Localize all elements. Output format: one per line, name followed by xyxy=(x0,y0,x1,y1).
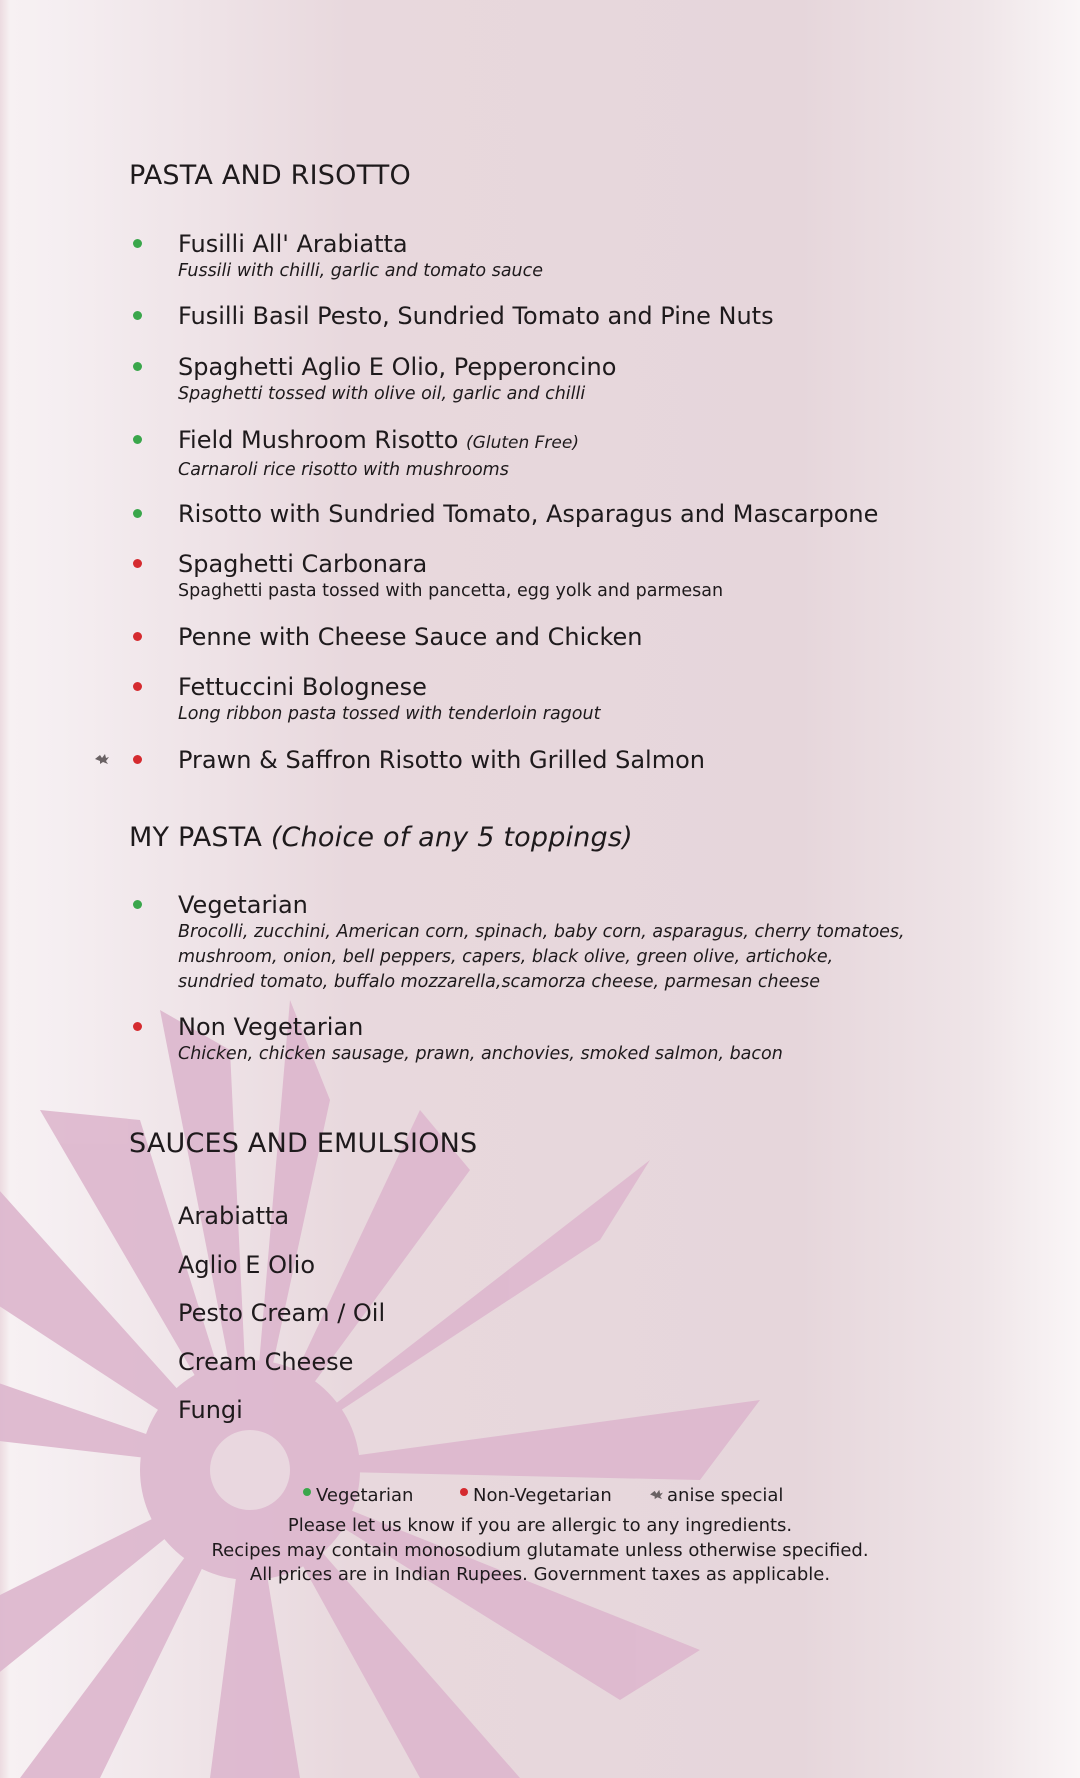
green-dot-icon xyxy=(133,239,142,248)
sauce-item: Cream Cheese xyxy=(178,1348,354,1376)
section-title-my-pasta: MY PASTA (Choice of any 5 toppings) xyxy=(129,822,633,853)
menu-item: Field Mushroom Risotto (Gluten Free) Carnaroli rice risotto with mushrooms xyxy=(178,425,1038,483)
menu-item: Spaghetti Aglio E Olio, Pepperoncino Spaghetti tossed with olive oil, garlic and chilli xyxy=(178,352,1038,407)
legend-veg: Vegetarian xyxy=(303,1485,413,1506)
sauce-item: Arabiatta xyxy=(178,1202,290,1230)
sauce-item: Aglio E Olio xyxy=(178,1251,316,1279)
section-title-pasta: PASTA AND RISOTTO xyxy=(129,160,411,191)
allergy-note: Please let us know if you are allergic to any ingredients. xyxy=(287,1515,793,1536)
green-dot-icon xyxy=(133,362,142,371)
green-dot-icon xyxy=(133,509,142,518)
legend-nonveg: Non-Vegetarian xyxy=(460,1485,612,1506)
red-dot-icon xyxy=(133,755,142,764)
menu-item: Penne with Cheese Sauce and Chicken xyxy=(178,622,1038,652)
red-dot-icon xyxy=(133,682,142,691)
section-title-sauces: SAUCES AND EMULSIONS xyxy=(129,1128,478,1159)
green-dot-icon xyxy=(133,900,142,909)
menu-item: Vegetarian Brocolli, zucchini, American corn, spinach, baby corn, asparagus, cherry tomatoes, mushroom, onion, bell peppers, capers, black olive, green olive, artichoke, sundried tomato, buffalo mozzarella,scamorza cheese, parmesan cheese xyxy=(178,890,1038,995)
price-note: All prices are in Indian Rupees. Government taxes as applicable. xyxy=(249,1564,831,1585)
green-dot-icon xyxy=(133,435,142,444)
legend-anise: anise special xyxy=(649,1485,783,1506)
menu-item: Spaghetti Carbonara Spaghetti pasta tossed with pancetta, egg yolk and parmesan xyxy=(178,549,1038,604)
red-dot-icon xyxy=(133,632,142,641)
sauce-item: Pesto Cream / Oil xyxy=(178,1299,386,1327)
menu-item: Fettuccini Bolognese Long ribbon pasta tossed with tenderloin ragout xyxy=(178,672,1038,727)
msg-note: Recipes may contain monosodium glutamate unless otherwise specified. xyxy=(211,1539,869,1561)
star-anise-icon xyxy=(94,753,110,765)
menu-item: Fusilli Basil Pesto, Sundried Tomato and Pine Nuts xyxy=(178,301,1038,331)
menu-item: Non Vegetarian Chicken, chicken sausage, prawn, anchovies, smoked salmon, bacon xyxy=(178,1012,1038,1067)
sauce-item: Fungi xyxy=(178,1396,243,1424)
green-dot-icon xyxy=(303,1488,311,1496)
red-dot-icon xyxy=(133,559,142,568)
red-dot-icon xyxy=(460,1488,468,1496)
green-dot-icon xyxy=(133,311,142,320)
menu-item: Risotto with Sundried Tomato, Asparagus and Mascarpone xyxy=(178,499,1038,529)
menu-item: Prawn & Saffron Risotto with Grilled Salmon xyxy=(178,745,1038,775)
red-dot-icon xyxy=(133,1022,142,1031)
menu-item: Fusilli All' Arabiatta Fussili with chilli, garlic and tomato sauce xyxy=(178,229,1038,284)
star-anise-icon xyxy=(649,1489,664,1500)
footer-notes xyxy=(0,1514,1080,1588)
